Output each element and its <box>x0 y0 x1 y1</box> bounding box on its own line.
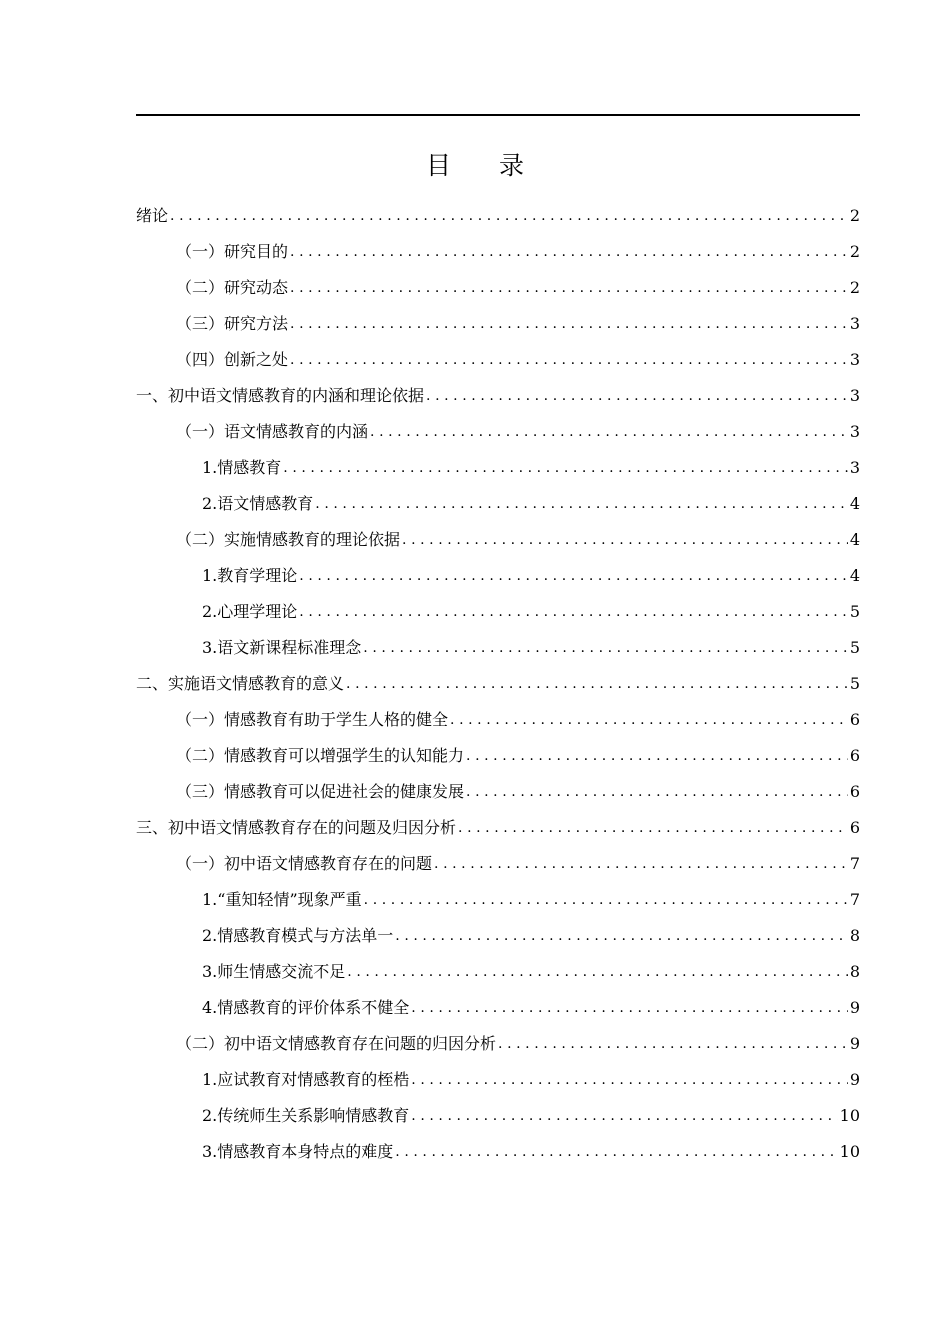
toc-dot-leader <box>411 1070 848 1096</box>
toc-dot-leader <box>299 602 848 628</box>
toc-dot-leader <box>290 242 848 268</box>
toc-entry[interactable] <box>136 376 860 412</box>
toc-dot-leader <box>434 854 848 880</box>
toc-dot-leader <box>170 206 848 232</box>
toc-entry[interactable] <box>136 340 860 376</box>
toc-entry[interactable] <box>136 592 860 628</box>
toc-entry-label: （三）研究方法 <box>176 314 289 333</box>
toc-entry-label: 4.情感教育的评价体系不健全 <box>202 998 410 1017</box>
toc-entry-page-number: 6 <box>849 782 860 801</box>
toc-entry-label: 3.师生情感交流不足 <box>202 962 346 981</box>
toc-entry-label: 3.语文新课程标准理念 <box>202 638 362 657</box>
toc-entry[interactable] <box>136 196 860 232</box>
toc-entry[interactable] <box>136 844 860 880</box>
toc-dot-leader <box>290 350 848 376</box>
toc-dot-leader <box>290 314 848 340</box>
toc-dot-leader <box>466 782 848 808</box>
toc-entry-label: 一、初中语文情感教育的内涵和理论依据 <box>136 386 425 405</box>
toc-entry-label: 3.情感教育本身特点的难度 <box>202 1142 394 1161</box>
toc-entry-page-number: 8 <box>849 926 860 945</box>
toc-entry[interactable] <box>136 880 860 916</box>
toc-entry-page-number: 5 <box>849 674 860 693</box>
toc-dot-leader <box>283 458 848 484</box>
toc-entry-label: 1.情感教育 <box>202 458 282 477</box>
toc-entry-page-number: 3 <box>849 458 860 477</box>
toc-entry[interactable] <box>136 1024 860 1060</box>
toc-entry-label: （二）初中语文情感教育存在问题的归因分析 <box>176 1034 497 1053</box>
toc-dot-leader <box>290 278 848 304</box>
toc-entry-page-number: 10 <box>839 1106 860 1125</box>
toc-entry[interactable] <box>136 1060 860 1096</box>
toc-entry-label: 1.“重知轻情”现象严重 <box>202 890 362 909</box>
toc-entry-label: 绪论 <box>136 206 169 225</box>
toc-entry-page-number: 2 <box>849 206 860 225</box>
toc-entry-label: （一）情感教育有助于学生人格的健全 <box>176 710 449 729</box>
toc-entry-page-number: 3 <box>849 386 860 405</box>
toc-dot-leader <box>346 674 848 700</box>
toc-entry[interactable] <box>136 556 860 592</box>
toc-dot-leader <box>498 1034 848 1060</box>
toc-list <box>136 196 860 1168</box>
toc-entry[interactable] <box>136 1132 860 1168</box>
toc-entry-label: 二、实施语文情感教育的意义 <box>136 674 345 693</box>
toc-entry[interactable] <box>136 664 860 700</box>
toc-entry-page-number: 2 <box>849 242 860 261</box>
toc-entry-page-number: 8 <box>849 962 860 981</box>
toc-entry-page-number: 5 <box>849 602 860 621</box>
toc-entry-label: 2.心理学理论 <box>202 602 298 621</box>
toc-entry[interactable] <box>136 952 860 988</box>
toc-entry-page-number: 4 <box>849 530 860 549</box>
toc-entry-page-number: 3 <box>849 314 860 333</box>
toc-entry-page-number: 6 <box>849 710 860 729</box>
toc-entry[interactable] <box>136 520 860 556</box>
toc-entry-label: （一）语文情感教育的内涵 <box>176 422 369 441</box>
toc-dot-leader <box>411 1106 837 1132</box>
toc-entry-label: （一）初中语文情感教育存在的问题 <box>176 854 433 873</box>
toc-dot-leader <box>411 998 848 1024</box>
toc-entry[interactable] <box>136 988 860 1024</box>
toc-entry-page-number: 5 <box>849 638 860 657</box>
toc-dot-leader <box>450 710 848 736</box>
toc-entry-page-number: 7 <box>849 890 860 909</box>
toc-dot-leader <box>458 818 848 844</box>
toc-dot-leader <box>363 638 848 664</box>
toc-entry[interactable] <box>136 808 860 844</box>
toc-entry[interactable] <box>136 412 860 448</box>
toc-entry-page-number: 10 <box>839 1142 860 1161</box>
toc-entry[interactable] <box>136 1096 860 1132</box>
toc-title: 目录 <box>425 151 572 180</box>
toc-entry-label: 三、初中语文情感教育存在的问题及归因分析 <box>136 818 457 837</box>
toc-entry-label: 2.语文情感教育 <box>202 494 314 513</box>
toc-dot-leader <box>364 890 848 916</box>
toc-entry-label: （二）情感教育可以增强学生的认知能力 <box>176 746 465 765</box>
toc-entry-label: 1.教育学理论 <box>202 566 298 585</box>
toc-entry-page-number: 2 <box>849 278 860 297</box>
toc-dot-leader <box>426 386 848 412</box>
toc-entry-page-number: 6 <box>849 746 860 765</box>
toc-entry[interactable] <box>136 304 860 340</box>
toc-entry-label: 2.情感教育模式与方法单一 <box>202 926 394 945</box>
toc-entry-page-number: 3 <box>849 350 860 369</box>
toc-entry-label: （一）研究目的 <box>176 242 289 261</box>
toc-entry[interactable] <box>136 484 860 520</box>
toc-entry-label: 1.应试教育对情感教育的桎梏 <box>202 1070 410 1089</box>
toc-dot-leader <box>395 926 848 952</box>
toc-entry-page-number: 9 <box>849 998 860 1017</box>
toc-entry-label: （二）实施情感教育的理论依据 <box>176 530 401 549</box>
toc-dot-leader <box>299 566 848 592</box>
toc-entry[interactable] <box>136 628 860 664</box>
toc-entry-label: （四）创新之处 <box>176 350 289 369</box>
toc-entry-label: （三）情感教育可以促进社会的健康发展 <box>176 782 465 801</box>
toc-dot-leader <box>466 746 848 772</box>
toc-entry-page-number: 4 <box>849 494 860 513</box>
toc-dot-leader <box>370 422 848 448</box>
toc-dot-leader <box>395 1142 837 1168</box>
toc-entry-label: 2.传统师生关系影响情感教育 <box>202 1106 410 1125</box>
toc-entry[interactable] <box>136 916 860 952</box>
toc-entry[interactable] <box>136 232 860 268</box>
toc-entry[interactable] <box>136 736 860 772</box>
toc-entry-page-number: 3 <box>849 422 860 441</box>
header-rule <box>136 114 860 116</box>
toc-entry-label: （二）研究动态 <box>176 278 289 297</box>
toc-entry[interactable] <box>136 268 860 304</box>
toc-dot-leader <box>347 962 848 988</box>
toc-entry[interactable] <box>136 700 860 736</box>
toc-dot-leader <box>315 494 848 520</box>
toc-entry-page-number: 7 <box>849 854 860 873</box>
toc-dot-leader <box>402 530 848 556</box>
toc-entry-page-number: 6 <box>849 818 860 837</box>
toc-entry-page-number: 4 <box>849 566 860 585</box>
toc-entry[interactable] <box>136 772 860 808</box>
toc-entry-page-number: 9 <box>849 1034 860 1053</box>
toc-entry[interactable] <box>136 448 860 484</box>
toc-entry-page-number: 9 <box>849 1070 860 1089</box>
